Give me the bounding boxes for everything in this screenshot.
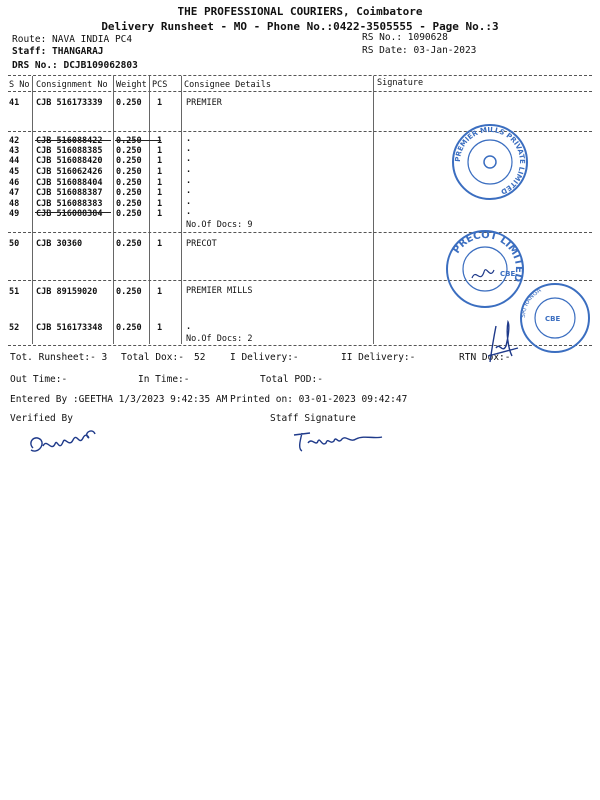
row-weight: 0.250 — [116, 209, 142, 219]
row-consignee: . — [186, 197, 192, 207]
staff-signature — [290, 425, 390, 457]
row-pcs: 1 — [157, 98, 163, 108]
row-consignment-no: CJB 516088420 — [36, 156, 103, 166]
row-consignment-no: CJB 516173339 — [36, 98, 103, 108]
row-consignee: . — [186, 144, 192, 154]
row-consignee: PRECOT — [186, 239, 217, 249]
strike-through — [35, 140, 111, 141]
row-consignee: PREMIER — [186, 98, 222, 108]
col-header-signature: Signature — [377, 78, 424, 88]
row-pcs: 1 — [157, 199, 163, 209]
rtn-dox: RTN Dox:- — [459, 352, 511, 363]
runsheet-subtitle: Delivery Runsheet - MO - Phone No.:0422-3505555 - Page No.:3 — [101, 20, 499, 33]
svg-text:SRI RANGA: SRI RANGA — [519, 286, 543, 319]
row-consignment-no: CJB 516173348 — [36, 323, 103, 333]
svg-text:PREMIER MILLS PRIVATE LIMITED: PREMIER MILLS PRIVATE LIMITED — [453, 125, 527, 196]
row-sno: 49 — [9, 209, 20, 219]
row-pcs: 1 — [157, 209, 163, 219]
table-header-rule — [8, 91, 592, 92]
col-divider — [149, 76, 150, 344]
row-sno: 45 — [9, 167, 20, 177]
row-sno: 46 — [9, 178, 20, 188]
row-pcs: 1 — [157, 239, 163, 249]
row-pcs: 1 — [157, 146, 163, 156]
row-sno: 41 — [9, 98, 20, 108]
row-pcs: 1 — [157, 167, 163, 177]
row-consignee: . — [186, 134, 192, 144]
row-pcs: 1 — [157, 323, 163, 333]
docs-count-note: No.Of Docs: 2 — [186, 334, 253, 344]
rs-date: RS Date: 03-Jan-2023 — [362, 45, 477, 56]
col-divider — [113, 76, 114, 344]
total-dox-value: 52 — [194, 352, 206, 363]
row-consignment-no: CJB 516088422 — [36, 136, 103, 146]
col-header-sno: S No — [9, 80, 30, 90]
entered-by: Entered By :GEETHA 1/3/2023 9:42:35 AM — [10, 394, 228, 405]
col-header-consignment: Consignment No — [36, 80, 108, 90]
row-weight: 0.250 — [116, 188, 142, 198]
strike-through — [35, 212, 111, 213]
row-weight: 0.250 — [116, 287, 142, 297]
row-sno: 50 — [9, 239, 20, 249]
docs-count-note: No.Of Docs: 9 — [186, 220, 253, 230]
row-pcs: 1 — [157, 136, 163, 146]
row-weight: 0.250 — [116, 136, 142, 146]
verified-signature — [25, 418, 115, 463]
rs-number: RS No.: 1090628 — [362, 32, 448, 43]
row-sno: 48 — [9, 199, 20, 209]
col-divider — [181, 76, 182, 344]
staff-signature-label: Staff Signature — [270, 413, 356, 424]
out-time: Out Time:- — [10, 374, 68, 385]
total-dox-label: Total Dox:- — [121, 352, 184, 363]
row-consignee: . — [186, 322, 192, 332]
row-consignee: . — [186, 176, 192, 186]
row-consignee: . — [186, 186, 192, 196]
row-sno: 47 — [9, 188, 20, 198]
row-consignment-no: CJB 89159020 — [36, 287, 98, 297]
ii-delivery: II Delivery:- — [341, 352, 416, 363]
row-weight: 0.250 — [116, 178, 142, 188]
col-header-weight: Weight — [116, 80, 147, 90]
row-consignment-no: CJB 516088404 — [36, 178, 103, 188]
route-label: Route: NAVA INDIA PC4 — [12, 34, 133, 45]
row-weight: 0.250 — [116, 146, 142, 156]
row-pcs: 1 — [157, 287, 163, 297]
row-consignment-no: CJB 516062426 — [36, 167, 103, 177]
staff-label: Staff: THANGARAJ — [12, 46, 104, 57]
company-title: THE PROFESSIONAL COURIERS, Coimbatore — [177, 5, 423, 18]
verified-by-label: Verified By — [10, 413, 73, 424]
drs-number: DRS No.: DCJB109062803 — [12, 60, 138, 71]
sri-ranga-stamp — [514, 282, 596, 354]
svg-text:PRECOT LIMITED: PRECOT LIMITED — [451, 229, 525, 283]
premier-mills-stamp — [450, 122, 530, 202]
row-sno: 52 — [9, 323, 20, 333]
row-weight: 0.250 — [116, 323, 142, 333]
total-pod: Total POD:- — [260, 374, 323, 385]
col-header-consignee: Consignee Details — [184, 80, 271, 90]
row-consignee: PREMIER MILLS — [186, 286, 253, 296]
row-weight: 0.250 — [116, 98, 142, 108]
row-consignment-no: CJB 516088383 — [36, 199, 103, 209]
row-consignment-no: CJB 516088384 — [36, 209, 103, 219]
col-divider — [32, 76, 33, 344]
printed-on: Printed on: 03-01-2023 09:42:47 — [230, 394, 408, 405]
tot-runsheet: Tot. Runsheet:- 3 — [10, 352, 108, 363]
row-sno: 42 — [9, 136, 20, 146]
col-divider — [373, 76, 374, 344]
svg-text:CBE: CBE — [500, 270, 516, 278]
row-consignment-no: CJB 516088387 — [36, 188, 103, 198]
row-consignee: . — [186, 154, 192, 164]
row-weight: 0.250 — [116, 199, 142, 209]
strike-through — [115, 140, 161, 141]
row-weight: 0.250 — [116, 156, 142, 166]
row-weight: 0.250 — [116, 167, 142, 177]
table-top-rule — [8, 75, 592, 76]
row-consignment-no: CJB 516088385 — [36, 146, 103, 156]
row-sno: 43 — [9, 146, 20, 156]
i-delivery: I Delivery:- — [230, 352, 299, 363]
in-time: In Time:- — [138, 374, 190, 385]
row-consignment-no: CJB 30360 — [36, 239, 83, 249]
row-sno: 44 — [9, 156, 20, 166]
row-consignee: . — [186, 165, 192, 175]
svg-text:CBE: CBE — [545, 315, 561, 323]
row-consignee: . — [186, 207, 192, 217]
row-pcs: 1 — [157, 188, 163, 198]
row-pcs: 1 — [157, 156, 163, 166]
row-sno: 51 — [9, 287, 20, 297]
row-pcs: 1 — [157, 178, 163, 188]
row-weight: 0.250 — [116, 239, 142, 249]
col-header-pcs: PCS — [152, 80, 168, 90]
